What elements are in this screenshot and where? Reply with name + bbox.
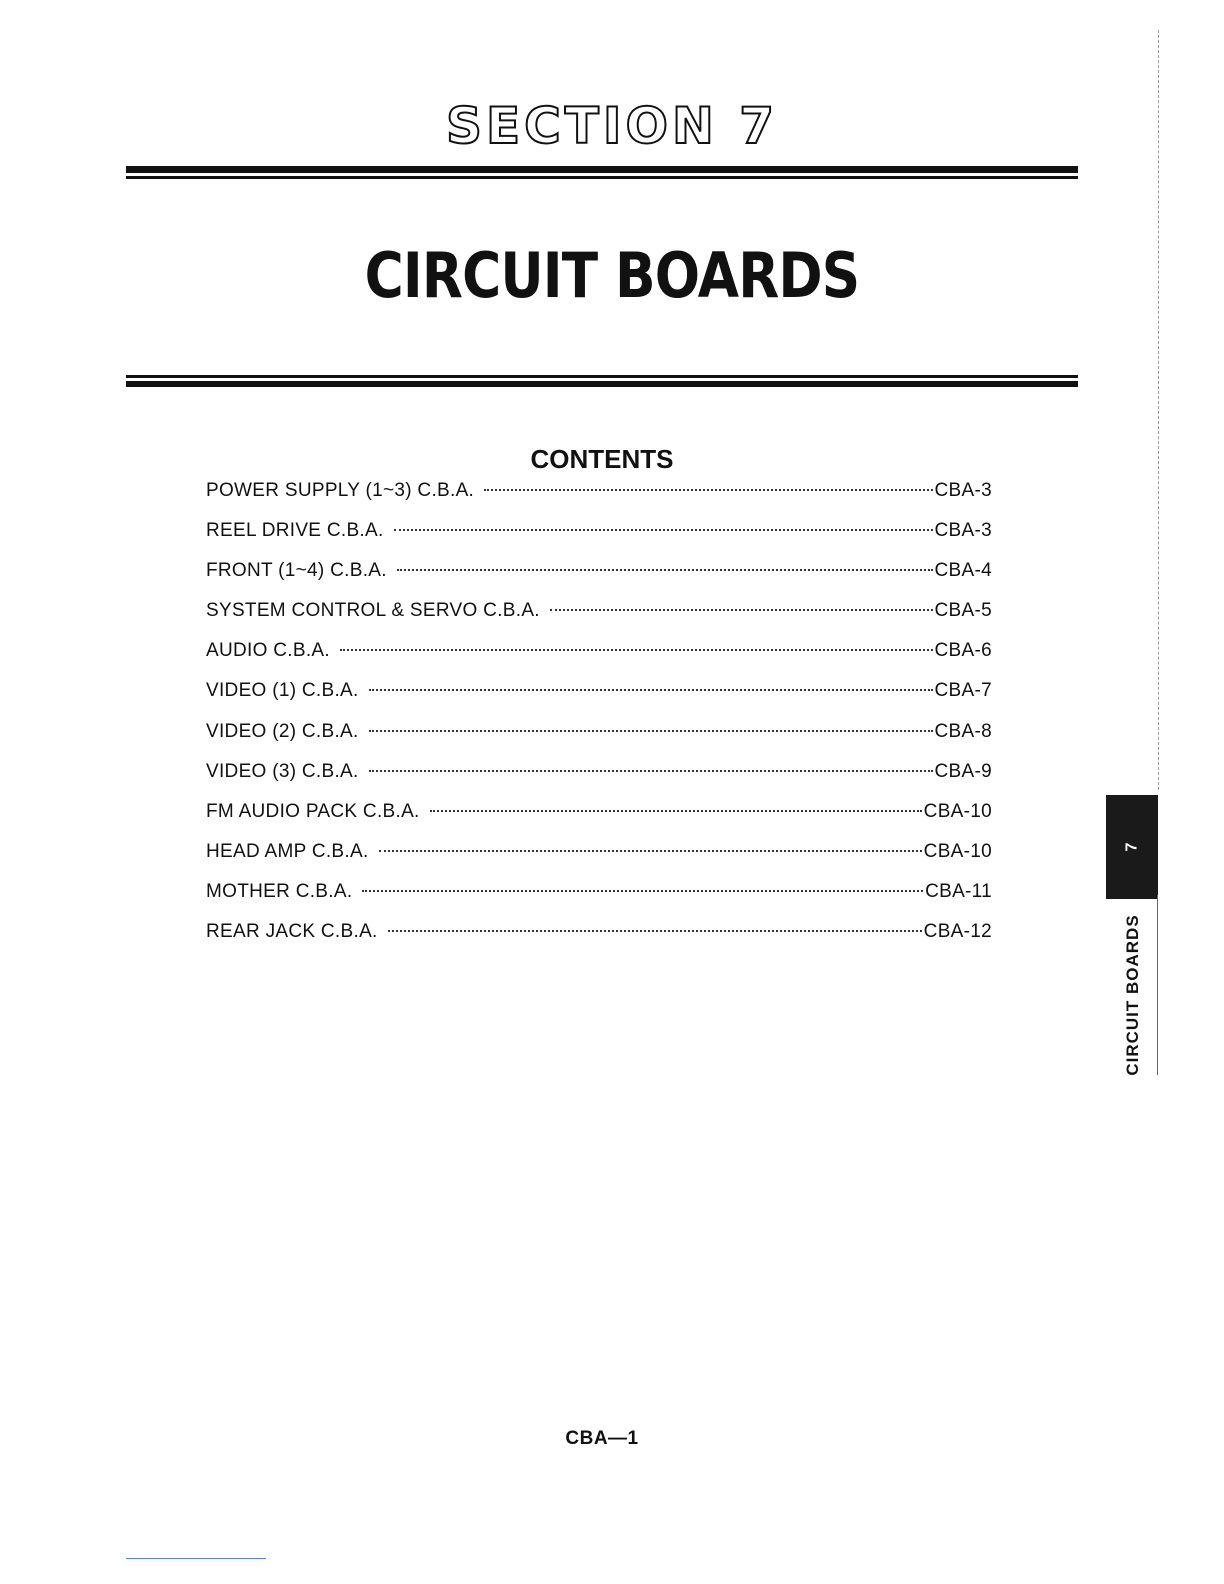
- toc-entry[interactable]: [206, 801, 992, 841]
- toc-entry-page: CBA-12: [923, 921, 992, 943]
- toc-entry[interactable]: [206, 721, 992, 761]
- bottom-divider: [126, 375, 1078, 387]
- toc-entry[interactable]: [206, 841, 992, 881]
- toc-leader-dots: [430, 810, 922, 812]
- page-edge-marks: [1158, 30, 1161, 790]
- toc-entry-label: REEL DRIVE C.B.A.: [206, 520, 384, 542]
- top-divider: [126, 166, 1078, 179]
- page-number: CBA—1: [565, 1428, 639, 1449]
- section-tab-label-text: CIRCUIT BOARDS: [1123, 914, 1142, 1076]
- side-tab-divider: [1157, 895, 1158, 1075]
- toc-leader-dots: [369, 730, 933, 732]
- toc-entry-page: CBA-3: [934, 520, 992, 542]
- toc-entry-page: CBA-6: [934, 640, 992, 662]
- section-thumb-tab[interactable]: [1106, 795, 1158, 899]
- toc-entry[interactable]: [206, 881, 992, 921]
- toc-entry[interactable]: [206, 680, 992, 720]
- toc-leader-dots: [397, 569, 933, 571]
- toc-entry[interactable]: [206, 600, 992, 640]
- toc-entry-label: VIDEO (1) C.B.A.: [206, 680, 359, 702]
- toc-entry[interactable]: [206, 761, 992, 801]
- section-tab-number: [1106, 795, 1158, 899]
- section-heading: SECTION 7: [445, 97, 779, 155]
- table-of-contents: [206, 480, 992, 961]
- toc-entry-label: SYSTEM CONTROL & SERVO C.B.A.: [206, 600, 540, 622]
- toc-leader-dots: [550, 609, 933, 611]
- toc-entry-page: CBA-11: [925, 880, 992, 902]
- toc-entry-label: HEAD AMP C.B.A.: [206, 840, 369, 862]
- toc-leader-dots: [379, 850, 922, 852]
- toc-entry-page: CBA-10: [923, 800, 992, 822]
- toc-entry[interactable]: [206, 921, 992, 961]
- page-title: CIRCUIT BOARDS: [364, 239, 860, 312]
- toc-leader-dots: [388, 930, 922, 932]
- toc-entry[interactable]: [206, 520, 992, 560]
- toc-entry-label: FM AUDIO PACK C.B.A.: [206, 800, 420, 822]
- toc-leader-dots: [340, 649, 933, 651]
- toc-entry[interactable]: [206, 560, 992, 600]
- toc-entry[interactable]: [206, 640, 992, 680]
- toc-entry[interactable]: [206, 480, 992, 520]
- toc-leader-dots: [369, 689, 933, 691]
- toc-entry-page: CBA-4: [934, 560, 992, 582]
- toc-entry-label: AUDIO C.B.A.: [206, 640, 330, 662]
- scan-artifact-line: [126, 1558, 266, 1559]
- toc-entry-label: VIDEO (2) C.B.A.: [206, 720, 359, 742]
- section-tab-number-text: 7: [1123, 842, 1140, 852]
- toc-entry-page: CBA-8: [934, 720, 992, 742]
- toc-leader-dots: [369, 770, 933, 772]
- contents-heading: CONTENTS: [530, 444, 674, 474]
- toc-entry-label: VIDEO (3) C.B.A.: [206, 760, 359, 782]
- toc-entry-label: REAR JACK C.B.A.: [206, 921, 378, 943]
- toc-entry-label: POWER SUPPLY (1~3) C.B.A.: [206, 480, 475, 501]
- toc-entry-page: CBA-9: [934, 760, 992, 782]
- toc-leader-dots: [362, 890, 923, 892]
- toc-leader-dots: [484, 489, 932, 491]
- toc-entry-page: CBA-7: [934, 680, 992, 702]
- toc-leader-dots: [394, 529, 933, 531]
- toc-entry-label: FRONT (1~4) C.B.A.: [206, 560, 387, 582]
- toc-entry-page: CBA-10: [923, 840, 992, 862]
- toc-entry-page: CBA-3: [934, 480, 992, 501]
- toc-entry-page: CBA-5: [934, 600, 992, 622]
- toc-entry-label: MOTHER C.B.A.: [206, 880, 353, 902]
